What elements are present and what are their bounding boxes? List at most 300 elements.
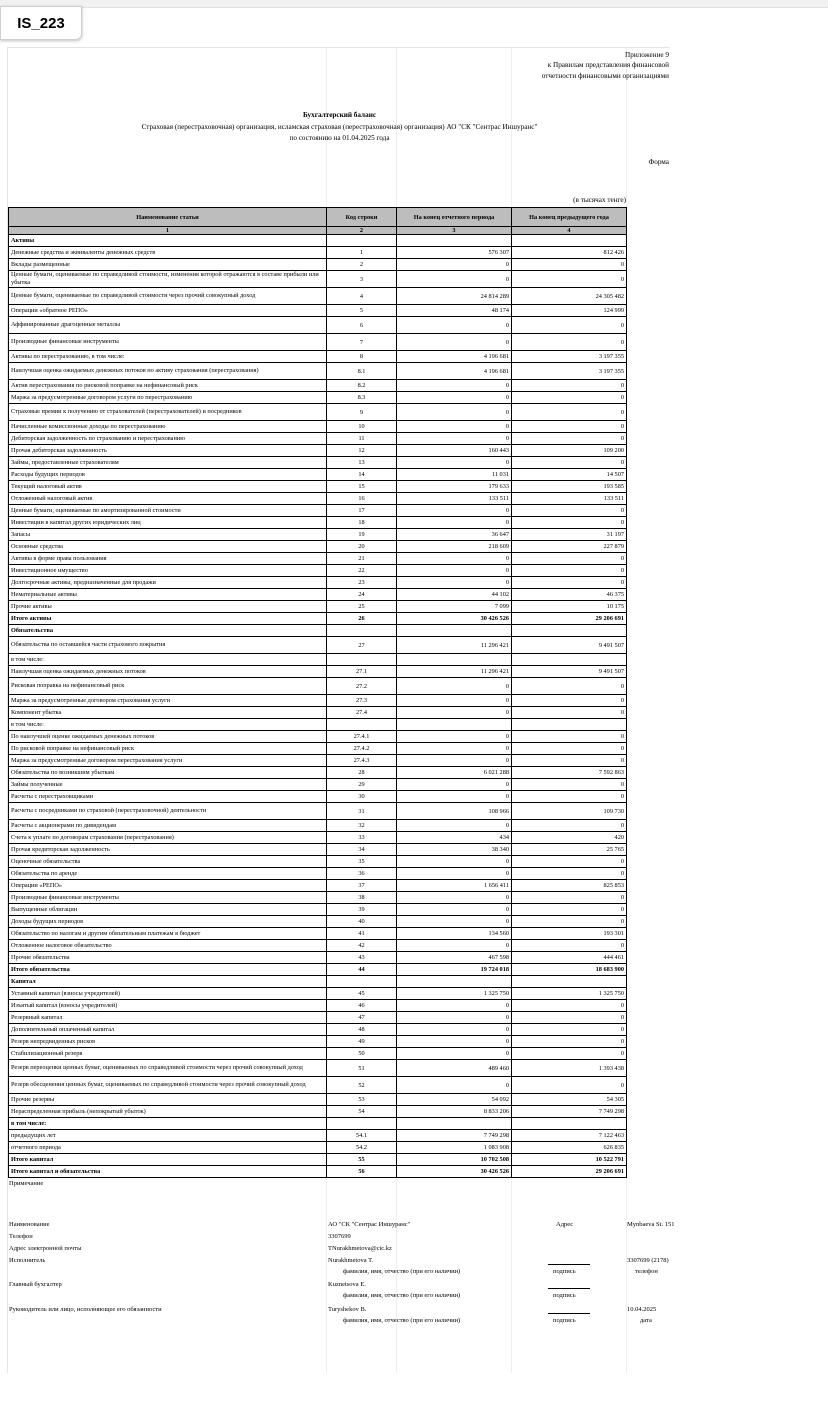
- row-current-value: 0: [397, 755, 512, 767]
- row-current-value: 0: [397, 392, 512, 404]
- row-previous-value: 825 853: [512, 880, 627, 892]
- row-current-value: 0: [397, 380, 512, 392]
- table-header-row: [9, 208, 627, 227]
- row-current-value: 7 099: [397, 601, 512, 613]
- row-current-value: 489 460: [397, 1060, 512, 1077]
- form-label: Форма: [648, 158, 669, 166]
- row-current-value: 0: [397, 334, 512, 351]
- row-previous-value: [512, 654, 627, 666]
- row-code: 27.4.1: [327, 731, 397, 743]
- row-previous-value: 7 592 863: [512, 767, 627, 779]
- row-name: Нераспределенная прибыль (непокрытый убыток): [9, 1106, 327, 1118]
- row-previous-value: 0: [512, 892, 627, 904]
- row-name: Расчеты с перестраховщиками: [9, 791, 327, 803]
- signature-line: [548, 1313, 590, 1314]
- row-current-value: 11 031: [397, 469, 512, 481]
- table-row: [9, 1130, 627, 1142]
- row-code: 28: [327, 767, 397, 779]
- table-row: [9, 1060, 627, 1077]
- row-name: Активы в форме права пользования: [9, 553, 327, 565]
- row-current-value: 0: [397, 731, 512, 743]
- row-previous-value: 25 765: [512, 844, 627, 856]
- row-previous-value: 1 325 750: [512, 988, 627, 1000]
- row-current-value: 0: [397, 1024, 512, 1036]
- row-code: 27.4.2: [327, 743, 397, 755]
- row-code: 19: [327, 529, 397, 541]
- row-code: 8.1: [327, 363, 397, 380]
- table-row: [9, 964, 627, 976]
- table-row: [9, 517, 627, 529]
- row-name: Отложенное налоговое обязательство: [9, 940, 327, 952]
- table-row: [9, 317, 627, 334]
- row-current-value: 0: [397, 904, 512, 916]
- row-current-value: 30 426 526: [397, 1166, 512, 1178]
- column-header-current: На конец отчетного периода: [397, 208, 512, 227]
- table-row: [9, 363, 627, 380]
- row-name: Производные финансовые инструменты: [9, 892, 327, 904]
- table-row: [9, 601, 627, 613]
- row-previous-value: 0: [512, 1077, 627, 1094]
- row-current-value: 108 966: [397, 803, 512, 820]
- table-row: [9, 940, 627, 952]
- row-code: 1: [327, 247, 397, 259]
- table-row: [9, 988, 627, 1000]
- table-row: [9, 791, 627, 803]
- row-current-value: [397, 625, 512, 637]
- row-previous-value: 0: [512, 820, 627, 832]
- row-name: Активы: [9, 235, 327, 247]
- row-code: 21: [327, 553, 397, 565]
- row-name: Актив перестрахования по рисковой поправке на нефинансовый риск: [9, 380, 327, 392]
- row-previous-value: 29 206 691: [512, 1166, 627, 1178]
- row-previous-value: 109 730: [512, 803, 627, 820]
- row-code: 27.4.3: [327, 755, 397, 767]
- row-current-value: 1 083 908: [397, 1142, 512, 1154]
- row-current-value: 179 633: [397, 481, 512, 493]
- table-row: [9, 637, 627, 654]
- row-name: Прочие обязательства: [9, 952, 327, 964]
- name-value: АО "СК "Сентрас Иншуранс": [328, 1221, 411, 1228]
- row-current-value: 8 833 206: [397, 1106, 512, 1118]
- row-name: Начисленные комиссионные доходы по перестрахованию: [9, 421, 327, 433]
- row-current-value: 11 296 421: [397, 666, 512, 678]
- row-code: 13: [327, 457, 397, 469]
- row-current-value: 0: [397, 259, 512, 271]
- row-previous-value: 54 305: [512, 1094, 627, 1106]
- row-code: 15: [327, 481, 397, 493]
- organization-name: Страховая (перестраховочная) организация, исламская страховая (перестраховочная) организация) АО "СК "Сентрас Иншуранс": [141, 123, 538, 131]
- row-name: Расходы будущих периодов: [9, 469, 327, 481]
- row-previous-value: 0: [512, 916, 627, 928]
- row-code: 40: [327, 916, 397, 928]
- head-value: Turyshekov B.: [328, 1306, 367, 1313]
- row-previous-value: [512, 625, 627, 637]
- row-name: Денежные средства и эквиваленты денежных средств: [9, 247, 327, 259]
- table-row: [9, 844, 627, 856]
- row-name: Изъятый капитал (взносы учредителей): [9, 1000, 327, 1012]
- row-previous-value: 0: [512, 779, 627, 791]
- row-name: Обязательство по налогам и другим обязательным платежам в бюджет: [9, 928, 327, 940]
- row-current-value: 0: [397, 433, 512, 445]
- table-row: [9, 868, 627, 880]
- row-current-value: [397, 1118, 512, 1130]
- table-body: [9, 235, 627, 1178]
- table-row: [9, 625, 627, 637]
- row-previous-value: 29 206 691: [512, 613, 627, 625]
- table-row: [9, 1012, 627, 1024]
- row-code: 22: [327, 565, 397, 577]
- row-previous-value: 0: [512, 433, 627, 445]
- row-name: Резервный капитал: [9, 1012, 327, 1024]
- head-date: 10.04.2025: [627, 1306, 657, 1313]
- row-current-value: 0: [397, 271, 512, 288]
- row-code: 49: [327, 1036, 397, 1048]
- row-current-value: 0: [397, 565, 512, 577]
- row-previous-value: 444 461: [512, 952, 627, 964]
- table-row: [9, 916, 627, 928]
- chief-label: Главный бухгалтер: [9, 1281, 62, 1288]
- row-current-value: 0: [397, 457, 512, 469]
- row-previous-value: 0: [512, 259, 627, 271]
- row-previous-value: 46 375: [512, 589, 627, 601]
- row-previous-value: 0: [512, 791, 627, 803]
- table-row: [9, 892, 627, 904]
- row-name: Резерв обесценения ценных бумаг, оцениваемых по справедливой стоимости через прочий совокупный доход: [9, 1077, 327, 1094]
- table-row: [9, 380, 627, 392]
- row-code: 2: [327, 259, 397, 271]
- row-previous-value: 0: [512, 904, 627, 916]
- executor-phone: 3307699 (2178): [627, 1257, 669, 1264]
- table-row: [9, 803, 627, 820]
- row-code: [327, 654, 397, 666]
- row-name: Ценные бумаги, оцениваемые по амортизированной стоимости: [9, 505, 327, 517]
- row-previous-value: 10 522 791: [512, 1154, 627, 1166]
- row-code: 36: [327, 868, 397, 880]
- row-current-value: 0: [397, 1000, 512, 1012]
- table-row: [9, 767, 627, 779]
- row-previous-value: 0: [512, 271, 627, 288]
- row-code: 24: [327, 589, 397, 601]
- table-row: [9, 392, 627, 404]
- table-row: [9, 529, 627, 541]
- row-name: Итого обязательства: [9, 964, 327, 976]
- table-row: [9, 654, 627, 666]
- balance-table: [8, 207, 627, 1178]
- row-name: Отложенный налоговый актив: [9, 493, 327, 505]
- row-previous-value: 124 999: [512, 305, 627, 317]
- row-previous-value: 9 491 507: [512, 637, 627, 654]
- row-previous-value: 0: [512, 421, 627, 433]
- table-row: [9, 731, 627, 743]
- row-previous-value: 0: [512, 457, 627, 469]
- chief-value: Kuznetsova E.: [328, 1281, 366, 1288]
- row-code: 55: [327, 1154, 397, 1166]
- row-previous-value: 0: [512, 755, 627, 767]
- row-current-value: 0: [397, 404, 512, 421]
- row-code: 11: [327, 433, 397, 445]
- row-name: Операции «РЕПО»: [9, 880, 327, 892]
- row-previous-value: 227 879: [512, 541, 627, 553]
- row-current-value: 434: [397, 832, 512, 844]
- row-name: Дополнительный оплаченный капитал: [9, 1024, 327, 1036]
- row-previous-value: 0: [512, 743, 627, 755]
- row-code: 18: [327, 517, 397, 529]
- row-current-value: 0: [397, 553, 512, 565]
- table-row: [9, 247, 627, 259]
- table-row: [9, 259, 627, 271]
- document-title: Бухгалтерский баланс: [302, 111, 377, 119]
- row-name: Обязательства по оставшейся части страхового покрытия: [9, 637, 327, 654]
- row-name: Расчеты с акционерами по дивидендам: [9, 820, 327, 832]
- row-current-value: 0: [397, 820, 512, 832]
- table-row: [9, 421, 627, 433]
- sheet-tab[interactable]: IS_223: [0, 6, 82, 40]
- spreadsheet-page: [7, 47, 675, 1373]
- row-previous-value: 0: [512, 731, 627, 743]
- table-row: [9, 904, 627, 916]
- row-previous-value: 14 507: [512, 469, 627, 481]
- table-row: [9, 433, 627, 445]
- row-current-value: 24 814 289: [397, 288, 512, 305]
- row-name: Маржа за предусмотренные договором страхования услуги: [9, 695, 327, 707]
- top-strip: [0, 0, 828, 8]
- table-row: [9, 1118, 627, 1130]
- row-current-value: 0: [397, 505, 512, 517]
- signature-line: [548, 1288, 590, 1289]
- row-name: Займы, предоставленные страхователям: [9, 457, 327, 469]
- row-current-value: 48 174: [397, 305, 512, 317]
- row-code: 12: [327, 445, 397, 457]
- row-name: Долгосрочные активы, предназначенные для продажи: [9, 577, 327, 589]
- table-row: [9, 1024, 627, 1036]
- row-previous-value: 0: [512, 553, 627, 565]
- row-current-value: 0: [397, 868, 512, 880]
- column-header-name: Наименование статьи: [9, 208, 327, 227]
- row-code: 20: [327, 541, 397, 553]
- table-row: [9, 613, 627, 625]
- row-name: Резерв непредвиденных рисков: [9, 1036, 327, 1048]
- executor-label: Исполнитель: [9, 1257, 46, 1264]
- row-name: Оценочные обязательства: [9, 856, 327, 868]
- row-current-value: 6 021 288: [397, 767, 512, 779]
- row-code: 30: [327, 791, 397, 803]
- row-name: Итого активы: [9, 613, 327, 625]
- row-previous-value: 0: [512, 565, 627, 577]
- row-previous-value: 0: [512, 517, 627, 529]
- row-code: 50: [327, 1048, 397, 1060]
- row-current-value: 0: [397, 791, 512, 803]
- row-previous-value: [512, 1118, 627, 1130]
- row-name: Текущий налоговый актив: [9, 481, 327, 493]
- table-row: [9, 1094, 627, 1106]
- row-current-value: 38 340: [397, 844, 512, 856]
- table-row: [9, 832, 627, 844]
- table-row: [9, 541, 627, 553]
- row-name: Активы по перестрахованию, в том числе:: [9, 351, 327, 363]
- row-code: 42: [327, 940, 397, 952]
- row-current-value: 10 702 508: [397, 1154, 512, 1166]
- row-name: Основные средства: [9, 541, 327, 553]
- table-row: [9, 404, 627, 421]
- row-current-value: [397, 235, 512, 247]
- row-current-value: 576 307: [397, 247, 512, 259]
- row-code: 31: [327, 803, 397, 820]
- column-header-code: Код строки: [327, 208, 397, 227]
- row-current-value: [397, 654, 512, 666]
- row-current-value: 19 724 018: [397, 964, 512, 976]
- row-current-value: 0: [397, 779, 512, 791]
- row-current-value: 0: [397, 1077, 512, 1094]
- row-name: в том числе:: [9, 1118, 327, 1130]
- row-code: 8: [327, 351, 397, 363]
- row-previous-value: 0: [512, 317, 627, 334]
- table-row: [9, 505, 627, 517]
- row-current-value: 4 196 681: [397, 351, 512, 363]
- row-current-value: 133 511: [397, 493, 512, 505]
- row-code: 8.2: [327, 380, 397, 392]
- row-current-value: 0: [397, 916, 512, 928]
- table-row: [9, 565, 627, 577]
- row-name: По рисковой поправке на нефинансовый риск: [9, 743, 327, 755]
- table-row: [9, 678, 627, 695]
- row-previous-value: 133 511: [512, 493, 627, 505]
- table-row: [9, 820, 627, 832]
- row-previous-value: 812 426: [512, 247, 627, 259]
- row-name: Дебиторская задолженность по страхованию и перестрахованию: [9, 433, 327, 445]
- row-name: Инвестиции в капитал других юридических лиц: [9, 517, 327, 529]
- row-code: 54: [327, 1106, 397, 1118]
- table-row: [9, 695, 627, 707]
- signature-caption: подпись: [553, 1292, 576, 1299]
- row-current-value: 1 325 750: [397, 988, 512, 1000]
- row-current-value: 218 609: [397, 541, 512, 553]
- table-row: [9, 755, 627, 767]
- row-current-value: 0: [397, 856, 512, 868]
- row-code: [327, 719, 397, 731]
- row-code: 54.1: [327, 1130, 397, 1142]
- table-row: [9, 856, 627, 868]
- row-code: 17: [327, 505, 397, 517]
- note-label: Примечание: [9, 1180, 44, 1187]
- table-row: [9, 976, 627, 988]
- column-number: 1: [9, 227, 327, 235]
- row-code: 27.2: [327, 678, 397, 695]
- row-previous-value: 0: [512, 577, 627, 589]
- row-current-value: 0: [397, 577, 512, 589]
- row-name: Прочие резервы: [9, 1094, 327, 1106]
- row-previous-value: 10 175: [512, 601, 627, 613]
- row-previous-value: 0: [512, 856, 627, 868]
- row-code: 4: [327, 288, 397, 305]
- table-row: [9, 481, 627, 493]
- table-row: [9, 1106, 627, 1118]
- table-row: [9, 743, 627, 755]
- row-current-value: 0: [397, 317, 512, 334]
- row-name: Наилучшая оценка ожидаемых денежных потоков: [9, 666, 327, 678]
- row-code: 41: [327, 928, 397, 940]
- report-date: по состоянию на 01.04.2025 года: [289, 134, 390, 142]
- row-name: Нематериальные активы: [9, 589, 327, 601]
- row-code: 26: [327, 613, 397, 625]
- row-code: 54.2: [327, 1142, 397, 1154]
- row-code: 32: [327, 820, 397, 832]
- row-name: Итого капитал и обязательства: [9, 1166, 327, 1178]
- row-previous-value: 193 301: [512, 928, 627, 940]
- row-previous-value: 0: [512, 380, 627, 392]
- row-code: 29: [327, 779, 397, 791]
- row-previous-value: 1 393 438: [512, 1060, 627, 1077]
- row-name: Компонент убытка: [9, 707, 327, 719]
- row-name: Маржа за предусмотренные договором перестрахования услуги: [9, 755, 327, 767]
- table-row: [9, 1142, 627, 1154]
- row-previous-value: 0: [512, 868, 627, 880]
- row-previous-value: 0: [512, 695, 627, 707]
- table-row: [9, 707, 627, 719]
- table-row: [9, 666, 627, 678]
- row-previous-value: 3 197 355: [512, 351, 627, 363]
- row-code: 52: [327, 1077, 397, 1094]
- row-name: Ценные бумаги, оцениваемые по справедливой стоимости через прочий совокупный доход: [9, 288, 327, 305]
- row-code: 7: [327, 334, 397, 351]
- column-number: 3: [397, 227, 512, 235]
- row-previous-value: [512, 235, 627, 247]
- row-name: Операции «обратное РЕПО»: [9, 305, 327, 317]
- row-code: 56: [327, 1166, 397, 1178]
- table-row: [9, 1000, 627, 1012]
- row-current-value: 30 426 526: [397, 613, 512, 625]
- row-current-value: 0: [397, 695, 512, 707]
- row-code: 38: [327, 892, 397, 904]
- row-current-value: 0: [397, 1012, 512, 1024]
- row-code: 27.1: [327, 666, 397, 678]
- row-current-value: 54 092: [397, 1094, 512, 1106]
- row-name: Вклады размещенные: [9, 259, 327, 271]
- row-current-value: 4 196 681: [397, 363, 512, 380]
- row-code: 27.3: [327, 695, 397, 707]
- column-number-row: [9, 227, 627, 235]
- row-name: Прочая дебиторская задолженность: [9, 445, 327, 457]
- table-row: [9, 271, 627, 288]
- row-code: [327, 625, 397, 637]
- table-row: [9, 288, 627, 305]
- row-current-value: 0: [397, 743, 512, 755]
- row-code: [327, 976, 397, 988]
- row-name: Капитал: [9, 976, 327, 988]
- row-name: Итого капитал: [9, 1154, 327, 1166]
- signature-line: [548, 1264, 590, 1265]
- row-name: Производные финансовые инструменты: [9, 334, 327, 351]
- executor-value: Nurakhmetova T.: [328, 1257, 374, 1264]
- row-previous-value: 0: [512, 1036, 627, 1048]
- row-current-value: [397, 976, 512, 988]
- row-code: 34: [327, 844, 397, 856]
- row-current-value: [397, 719, 512, 731]
- row-previous-value: 0: [512, 334, 627, 351]
- appendix-line: к Правилам представления финансовой: [547, 61, 669, 69]
- row-name: Резерв переоценки ценных бумаг, оцениваемых по справедливой стоимости через прочий совокупный доход: [9, 1060, 327, 1077]
- row-current-value: 0: [397, 707, 512, 719]
- table-row: [9, 1154, 627, 1166]
- row-previous-value: 193 585: [512, 481, 627, 493]
- row-code: [327, 235, 397, 247]
- table-row: [9, 577, 627, 589]
- row-name: Страховые премии к получению от страхователей (перестрахователей) и посредников: [9, 404, 327, 421]
- row-name: Займы полученные: [9, 779, 327, 791]
- row-code: 10: [327, 421, 397, 433]
- table-row: [9, 779, 627, 791]
- row-name: Ценные бумаги, оцениваемые по справедливой стоимости, изменения которой отражаются в составе прибыли или убытка: [9, 271, 327, 288]
- table-row: [9, 1036, 627, 1048]
